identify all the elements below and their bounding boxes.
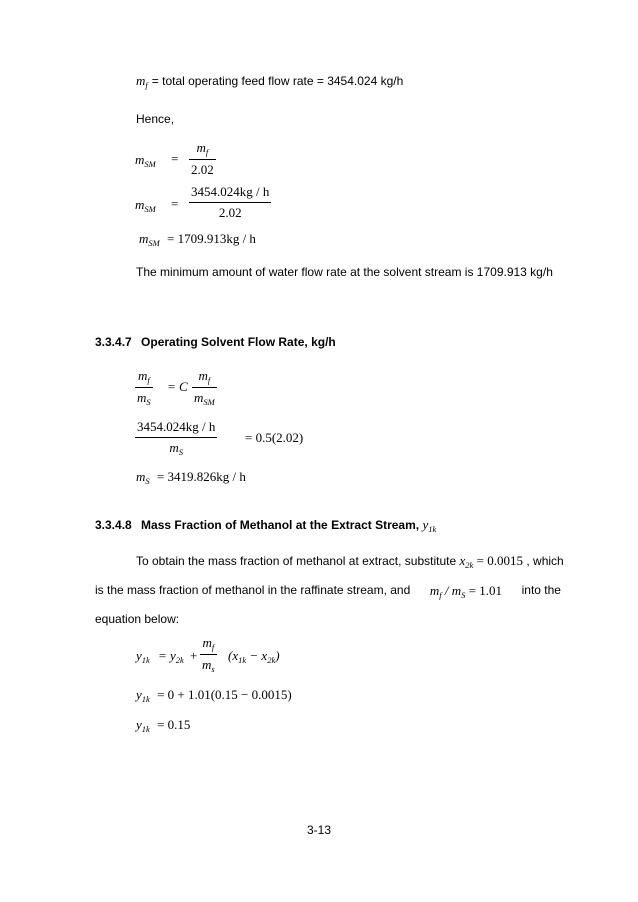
eq2-lhs: $m_{SM}$ [135,197,156,214]
eq5-fraction: $\frac{3454.024kg / h}{m_S}$ [137,419,216,457]
mf-definition [136,72,403,90]
eq3-lhs: $m_{SM}$ [139,231,160,248]
equation-y1k-substituted: $y_{1k} = 0 + 1.01(0.15 - 0.0015)$ [136,687,292,704]
section-heading-3348 [95,517,436,534]
eq2-equals: = [171,196,179,211]
eq7-fraction: $\frac{m_f}{m_s}$ [202,635,215,674]
eq7-y2k: = $y_{2k}$ [158,648,184,665]
eq9-rhs: = 0.15 [157,717,191,732]
equation-y1k [136,635,306,679]
mf-symbol: $m_f$ [136,73,148,90]
eq6-lhs: $m_S$ [136,469,150,486]
eq7-paren: $(x_{1k} - x_{2k})$ [228,648,280,665]
equation-ratio [135,368,255,408]
equation-ms-result [136,469,246,486]
eq4-fraction-left: $\frac{m_f}{m_S}$ [137,368,151,407]
section-number-3348: 3.3.4.8 [95,518,132,532]
eq3-rhs: = 1709.913kg / h [166,231,256,246]
eq7-plus: + [190,648,198,663]
eq1-equals: = [171,151,179,166]
equation-msm-substituted [135,184,295,224]
paragraph-line-1: To obtain the mass fraction of methanol at extract, substitute $x_{2k} = 0.0015$ , which [136,553,564,570]
eq5-rhs: = 0.5(2.02) [245,430,304,445]
eq2-numerator: 3454.024kg / h [191,184,270,199]
eq1-denominator: 2.02 [189,159,216,178]
equation-ms-substituted [135,419,335,459]
equation-msm-result [139,231,256,248]
section-var-3348: $y_{1k}$ [422,517,437,534]
hence-text: Hence, [136,112,175,126]
eq4-fraction-right: $m_f$ $m_{SM}$ [194,368,215,407]
equation-y1k-result: $y_{1k} = 0.15$ [136,717,191,734]
mf-definition-text: = total operating feed flow rate = 3454.024 kg/h [151,74,404,88]
eq2-fraction [189,184,271,221]
section-title-3348: Mass Fraction of Methanol at the Extract Stream, [141,518,420,532]
eq2-denominator: 2.02 [189,202,271,221]
paragraph-line-3: equation below: [95,612,180,626]
equation-msm-fraction [135,140,255,180]
eq1-lhs: $m_{SM}$ [135,152,156,169]
eq4-mid: = C [167,379,188,394]
eq1-numerator: $m_f$ [196,140,209,157]
eq1-fraction [189,140,216,178]
eq8-rhs: = 0 + 1.01(0.15 − 0.0015) [157,687,292,702]
section-heading-3347 [95,335,336,349]
section-number-3347: 3.3.4.7 [95,335,132,349]
eq7-lhs: $y_{1k}$ [136,648,150,665]
paragraph-line-2: is the mass fraction of methanol in the raffinate stream, and $m_f / m_S = 1.01$ into the [95,583,561,600]
eq6-rhs: = 3419.826kg / h [156,469,246,484]
page-number: 3-13 [307,823,332,837]
section-title-3347: Operating Solvent Flow Rate, kg/h [141,335,336,349]
conclusion-text: The minimum amount of water flow rate at the solvent stream is 1709.913 kg/h [136,265,553,279]
